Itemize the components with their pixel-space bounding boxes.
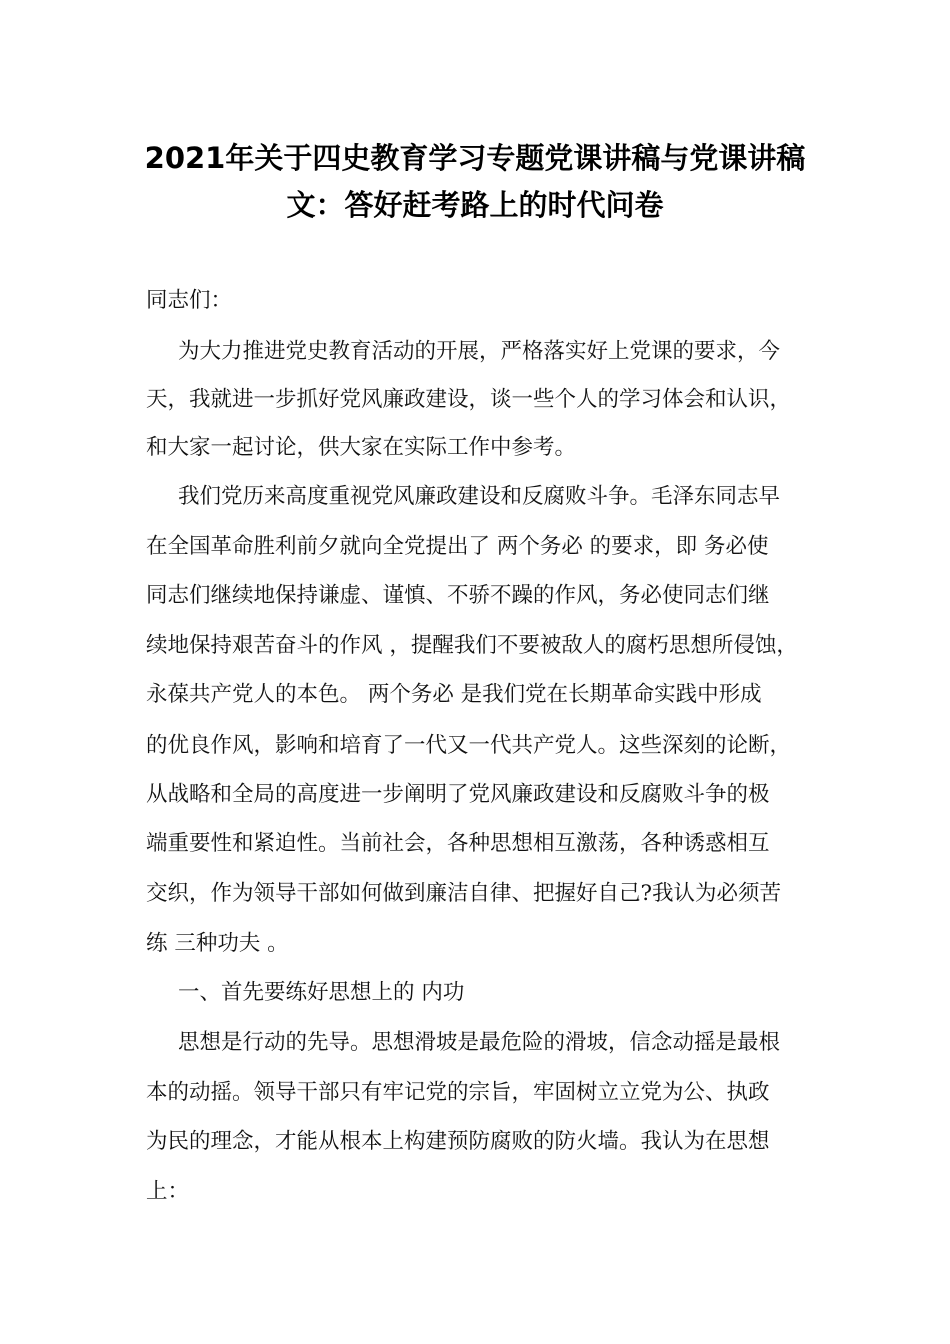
paragraph-3-line-3: 为民的理念，才能从根本上构建预防腐败的防火墙。我认为在思想 [146, 1129, 770, 1154]
paragraph-2-line-7: 从战略和全局的高度进一步阐明了党风廉政建设和反腐败斗争的极 [146, 782, 770, 807]
paragraph-2-line-8: 端重要性和紧迫性。当前社会，各种思想相互激荡，各种诱惑相互 [146, 831, 770, 856]
paragraph-3-line-1: 思想是行动的先导。思想滑坡是最危险的滑坡，信念动摇是最根 [178, 1030, 781, 1055]
paragraph-3-line-2: 本的动摇。领导干部只有牢记党的宗旨，牢固树立立党为公、执政 [146, 1080, 770, 1105]
paragraph-2-line-1: 我们党历来高度重视党风廉政建设和反腐败斗争。毛泽东同志早 [178, 484, 781, 509]
document-title-line-2: 文：答好赶考路上的时代问卷 [286, 188, 664, 222]
section-heading-1: 一、首先要练好思想上的 内功 [178, 980, 465, 1005]
paragraph-2-line-6: 的优良作风，影响和培育了一代又一代共产党人。这些深刻的论断， [146, 733, 792, 758]
paragraph-2-line-4: 续地保持艰苦奋斗的作风 ，提醒我们不要被敌人的腐朽思想所侵蚀， [146, 633, 798, 658]
paragraph-1-line-1: 为大力推进党史教育活动的开展，严格落实好上党课的要求，今 [178, 339, 781, 364]
paragraph-2-line-2: 在全国革命胜利前夕就向全党提出了 两个务必 的要求，即 务必使 [146, 534, 769, 559]
paragraph-1-line-3: 和大家一起讨论，供大家在实际工作中参考。 [146, 435, 577, 460]
salutation: 同志们： [146, 288, 233, 313]
paragraph-2-line-10: 练 三种功夫 。 [146, 931, 289, 956]
paragraph-2-line-3: 同志们继续地保持谦虚、谨慎、不骄不躁的作风，务必使同志们继 [146, 583, 770, 608]
paragraph-3-line-4: 上： [146, 1179, 190, 1204]
paragraph-2-line-9: 交织，作为领导干部如何做到廉洁自律、把握好自己?我认为必须苦 [146, 881, 782, 906]
paragraph-2-line-5: 永葆共产党人的本色。 两个务必 是我们党在长期革命实践中形成 [146, 682, 762, 707]
paragraph-1-line-2: 天，我就进一步抓好党风廉政建设，谈一些个人的学习体会和认识， [146, 387, 792, 412]
document-title-line-1: 2021年关于四史教育学习专题党课讲稿与党课讲稿 [144, 141, 806, 175]
